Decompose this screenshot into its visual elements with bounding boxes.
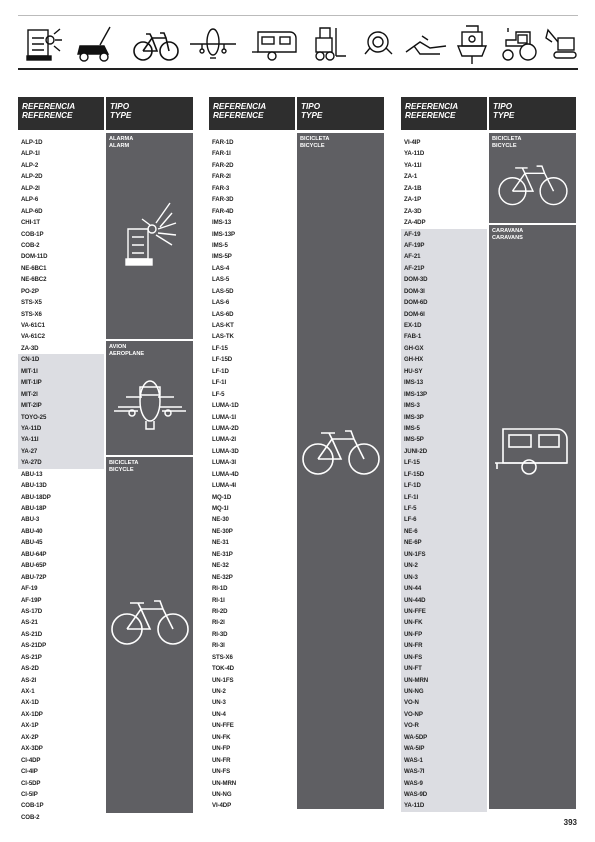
type-label: ALARMA ALARM [109,136,134,149]
reference-code: DOM-11D [21,253,48,261]
reference-code: FAR-1D [212,139,234,146]
reference-code: MIT-1IP [18,377,104,388]
reference-code: UN-FR [212,756,231,764]
reference-code: NE-32P [212,573,233,581]
type-block-bicycle [297,133,384,809]
reference-code: GH-GX [401,343,487,354]
reference-code: ABU-64P [21,550,47,558]
reference-code: AX-3DP [21,745,43,753]
reference-code: COB-1P [21,802,44,810]
reference-code: LF-15 [401,457,487,468]
reference-code: ABU-3 [21,516,40,524]
reference-code: STS-X6 [21,310,42,318]
reference-code: ALP-2 [21,161,39,169]
reference-code: MIT-1I [18,366,104,377]
bicycle-icon [110,593,190,649]
reference-code: WA-5DP [401,732,487,743]
reference-code: FAR-3 [212,184,230,192]
reference-code: ABU-13D [21,482,47,490]
reference-code: STS-X5 [21,299,42,307]
reference-codes [209,137,295,812]
reference-code: LF-1I [401,492,487,503]
reference-code: RI-1D [212,585,228,593]
reference-code: ABU-40 [21,527,43,535]
reference-code: YA-11D [404,150,425,158]
reference-code: UN-MRN [401,675,487,686]
reference-code: NE-32 [212,562,229,570]
reference-code: LF-15D [401,469,487,480]
reference-code: WA-5IP [401,743,487,754]
reference-code: UN-4 [212,710,226,718]
aeroplane-icon [188,24,238,64]
alarm-icon [24,24,64,64]
reference-code: ZA-3D [404,207,422,215]
reference-code: AS-21DP [21,642,47,650]
reference-code: IMS-5P [212,253,232,261]
reference-code: MQ-1I [212,505,229,512]
reference-code: LAS-5D [212,287,234,295]
reference-code: ALP-2D [21,173,43,181]
reference-code: NE-30 [212,516,229,524]
reference-code: YA-27D [18,457,104,468]
reference-code: JUNI-2D [401,446,487,457]
reference-code: UN-FK [401,617,487,628]
reference-code: AS-21 [21,619,38,627]
reference-code: NE-31 [212,539,229,547]
type-header: TIPO TYPE [106,97,193,130]
reference-code: VO-N [401,697,487,708]
reference-code: NE-6 [401,526,487,537]
reference-code: LUMA-1I [212,413,237,421]
reference-code: LF-1D [401,480,487,491]
reference-code: MIT-2IP [18,400,104,411]
type-block-caravan [489,225,576,809]
reference-code: IMS-3 [401,400,487,411]
page-number: 393 [563,818,577,827]
reference-code: LUMA-2D [212,424,239,432]
reference-code: UN-1FS [212,676,234,684]
reference-code: PO-2P [21,287,39,295]
reference-code: CN-1D [18,354,104,365]
reference-code: AX-2P [21,733,39,741]
reference-code: ABU-72P [21,573,47,581]
reference-code: ALP-1D [21,139,43,146]
reference-code: ZA-1B [404,184,422,192]
reference-code: RI-2D [212,607,228,615]
reference-header: REFERENCIA REFERENCE [209,97,295,130]
reference-code: WAS-7I [401,766,487,777]
reference-code: LF-5 [212,390,225,398]
caravan-icon [493,421,573,481]
reference-code: UN-1FS [401,549,487,560]
type-label: BICICLETA BICYCLE [109,460,139,473]
reference-code: LF-15D [212,356,233,364]
reference-code: FAR-3D [212,196,234,204]
reference-code: STS-X6 [212,653,233,661]
reference-code: MIT-2I [18,389,104,400]
reference-code: AF-19 [401,229,487,240]
reference-code: CHI-1T [21,219,41,227]
reference-code: ZA-1P [404,196,422,204]
reference-code: HU-SY [401,366,487,377]
reference-code: UN-MRN [212,779,237,787]
reference-code: LF-6 [401,514,487,525]
reference-code: NE-31P [212,550,233,558]
reference-code: YA-11D [18,423,104,434]
reference-code: AX-1 [21,688,35,695]
reference-code: RI-2I [212,619,225,627]
type-label: AVION AEROPLANE [109,344,145,357]
reference-code: IMS-3P [401,412,487,423]
reference-code: LUMA-2I [212,436,237,444]
reference-code: LAS-KT [212,322,234,329]
reference-code: AF-21P [401,263,487,274]
reference-codes [401,137,487,812]
reference-code: TOYO-25 [18,412,104,423]
reference-code: IMS-13 [212,219,232,227]
reference-code: WAS-9D [401,789,487,800]
type-block-bicycle [106,457,193,813]
reference-code: ABU-65P [21,562,47,570]
reference-code: EX-1D [401,320,487,331]
reference-code: ZA-1 [404,173,418,181]
reference-code: UN-FT [401,663,487,674]
boat-engine-icon [452,24,492,68]
bicycle-icon [301,423,381,479]
reference-code: UN-FP [401,629,487,640]
type-block-alarm [106,133,193,339]
reference-code: ALP-6 [21,196,39,204]
alarm-icon [122,199,180,269]
reference-code: NE-6P [401,537,487,548]
reference-code: ALP-6D [21,207,43,215]
bicycle-icon [132,24,180,64]
reference-code: CI-5IP [21,790,38,798]
reference-code: AX-1P [21,722,39,730]
reference-code: AS-2D [21,665,39,673]
aeroplane-icon [112,379,188,437]
reference-code: UN-NG [401,686,487,697]
type-label: BICICLETA BICYCLE [300,136,330,149]
reference-code: WAS-9 [401,778,487,789]
forklift-icon [310,24,350,64]
reference-code: VO-NP [401,709,487,720]
reference-header: REFERENCIA REFERENCE [401,97,487,130]
reference-code: VI-4DP [212,802,232,810]
reference-code: RI-1I [212,596,225,604]
reference-code: ABU-13 [21,470,43,478]
reference-code: AF-21 [401,251,487,262]
reference-code: IMS-5P [401,434,487,445]
reference-code: LUMA-4D [212,470,239,478]
reference-code: CI-4DP [21,756,41,764]
reference-code: IMS-13P [401,389,487,400]
reference-code: FAB-1 [401,331,487,342]
reference-code: LAS-6 [212,299,230,307]
reference-code: ZA-3D [21,344,39,352]
reference-code: DOM-3I [401,286,487,297]
reference-code: DOM-6I [401,309,487,320]
type-header: TIPO TYPE [297,97,384,130]
reference-code: UN-3 [401,572,487,583]
reference-code: UN-FR [401,640,487,651]
reference-code: DOM-6D [401,297,487,308]
reference-code: LF-1I [212,379,227,387]
reference-code: FAR-4D [212,207,234,215]
reference-code: UN-44 [401,583,487,594]
reference-code: COB-1P [21,230,44,238]
reference-code: NE-30P [212,527,233,535]
reference-code: AS-2I [21,676,37,684]
reference-code: LF-5 [401,503,487,514]
reference-code: DOM-3D [401,274,487,285]
reference-code: LAS-4 [212,264,230,272]
reference-code: UN-3 [212,699,226,707]
reference-code: LF-15 [212,344,228,352]
reference-code: FAR-1I [212,150,231,158]
icon-strip-rule [18,68,578,70]
reference-code: AF-19P [21,596,42,604]
reference-code: UN-2 [401,560,487,571]
reference-code: UN-2 [212,688,226,695]
reference-code: YA-27 [18,446,104,457]
reference-code: IMS-5 [401,423,487,434]
reference-code: ZA-4DP [404,219,426,227]
reference-code: VI-4IP [404,139,421,146]
reference-code: UN-FS [401,652,487,663]
reference-code: RI-3I [212,642,225,650]
reference-code: UN-44D [401,595,487,606]
reference-code: TOK-4D [212,665,234,673]
type-label: CARAVANA CARAVANS [492,228,524,241]
reference-code: UN-FP [212,745,231,753]
type-block-aeroplane [106,341,193,455]
reference-code: ABU-18DP [21,493,51,501]
reference-code: LUMA-3D [212,447,239,455]
reference-code: GH-HX [401,354,487,365]
jet-ski-icon [404,24,448,64]
excavator-icon [544,24,578,64]
reference-code: NE-6BC1 [21,264,47,272]
caravan-icon [250,24,300,64]
reference-header: REFERENCIA REFERENCE [18,97,104,130]
tractor-icon [498,24,542,64]
reference-code: VA-61C2 [21,333,45,341]
reference-code: ABU-18P [21,505,47,512]
reference-code: RI-3D [212,630,228,638]
type-block-bicycle [489,133,576,223]
reference-code: YA-11D [401,800,487,811]
reference-code: UN-FS [212,768,231,776]
reference-code: COB-2 [21,241,40,249]
reference-code: LUMA-1D [212,402,239,410]
reference-code: UN-FFE [212,722,234,730]
reference-code: LAS-TK [212,333,234,341]
reference-code: AS-17D [21,607,43,615]
reference-code: CI-5DP [21,779,41,787]
reference-code: LF-1D [212,367,229,375]
reference-code: ALP-2I [21,184,40,192]
reference-code: CI-4IP [21,768,38,776]
reference-code: WAS-1 [401,755,487,766]
reference-code: ABU-45 [21,539,43,547]
reference-code: LAS-6D [212,310,234,318]
reference-code: LUMA-3I [212,459,237,467]
reference-code: AS-21P [21,653,42,661]
reference-code: AS-21D [21,630,43,638]
reference-code: FAR-2I [212,173,231,181]
reference-code: VA-61C1 [21,322,45,329]
reference-code: VO-R [401,720,487,731]
reference-code: MQ-1D [212,493,232,501]
outboard-motor-icon [358,24,398,64]
reference-code: LUMA-4I [212,482,237,490]
reference-code: IMS-13P [212,230,236,238]
bicycle-icon [493,159,573,209]
reference-code: AX-1D [21,699,39,707]
reference-code: IMS-5 [212,241,228,249]
reference-codes [18,137,104,823]
reference-code: AF-19 [21,585,38,593]
reference-code: LAS-5 [212,276,230,284]
type-header: TIPO TYPE [489,97,576,130]
reference-code: UN-FFE [401,606,487,617]
reference-code: COB-2 [21,813,40,821]
reference-code: IMS-13 [401,377,487,388]
category-icon-strip [18,20,578,68]
reference-code: YA-11I [404,161,422,169]
reference-code: AX-1DP [21,710,43,718]
lawn-mower-icon [74,24,118,64]
reference-code: NE-6BC2 [21,276,47,284]
reference-code: AF-19P [401,240,487,251]
reference-code: FAR-2D [212,161,234,169]
reference-code: YA-11I [18,434,104,445]
reference-code: UN-FK [212,733,231,741]
reference-code: UN-NG [212,790,232,798]
reference-code: ALP-1I [21,150,40,158]
type-label: BICICLETA BICYCLE [492,136,522,149]
top-rule [18,15,578,16]
